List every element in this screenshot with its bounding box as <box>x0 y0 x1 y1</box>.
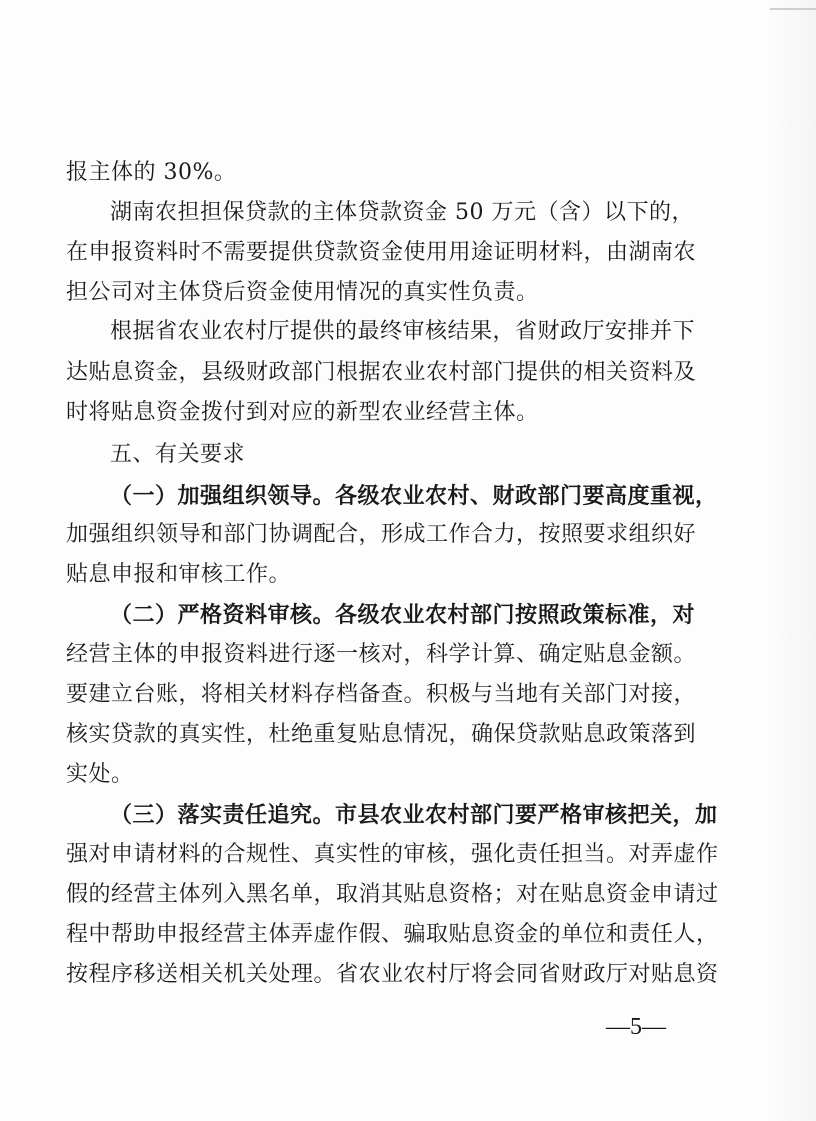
section-heading: 五、有关要求 <box>110 442 246 467</box>
text-line: 要建立台账，将相关材料存档备查。积极与当地有关部门对接， <box>66 682 697 707</box>
text-line: 达贴息资金，县级财政部门根据农业农村部门提供的相关资料及 <box>66 360 697 385</box>
subsection-heading-1: （一）加强组织领导。各级农业农村、财政部门要高度重视， <box>110 483 718 509</box>
scan-edge-mark <box>770 8 816 10</box>
text-line: 根据省农业农村厅提供的最终审核结果，省财政厅安排并下 <box>110 319 696 344</box>
text-line: 加强组织领导和部门协调配合，形成工作合力，按照要求组织好 <box>66 522 697 547</box>
text-line: 强对申请材料的合规性、真实性的审核，强化责任担当。对弄虚作 <box>66 842 719 867</box>
text-line: 湖南农担担保贷款的主体贷款资金 50 万元（含）以下的， <box>110 200 694 225</box>
page-number: —5— <box>606 1014 666 1040</box>
scan-edge-shadow <box>768 0 816 1121</box>
text-line: 贴息申报和审核工作。 <box>66 562 292 587</box>
text-line: 担公司对主体贷后资金使用情况的真实性负责。 <box>66 280 539 305</box>
text-line: 核实贷款的真实性，杜绝重复贴息情况，确保贷款贴息政策落到 <box>66 722 697 747</box>
text-line: 在申报资料时不需要提供贷款资金使用用途证明材料，由湖南农 <box>66 240 697 265</box>
subsection-heading-3: （三）落实责任追究。市县农业农村部门要严格审核把关，加 <box>110 802 718 828</box>
text-line: 假的经营主体列入黑名单，取消其贴息资格；对在贴息资金申请过 <box>66 882 719 907</box>
text-line: 程中帮助申报经营主体弄虚作假、骗取贴息资金的单位和责任人， <box>66 922 719 947</box>
text-line: 报主体的 30%。 <box>66 160 237 185</box>
text-line: 实处。 <box>66 762 134 787</box>
text-line: 经营主体的申报资料进行逐一核对，科学计算、确定贴息金额。 <box>66 642 697 667</box>
subsection-heading-2: （二）严格资料审核。各级农业农村部门按照政策标准，对 <box>110 602 696 628</box>
text-line: 时将贴息资金拨付到对应的新型农业经营主体。 <box>66 400 539 425</box>
text-line: 按程序移送相关机关处理。省农业农村厅将会同省财政厅对贴息资 <box>66 962 719 987</box>
